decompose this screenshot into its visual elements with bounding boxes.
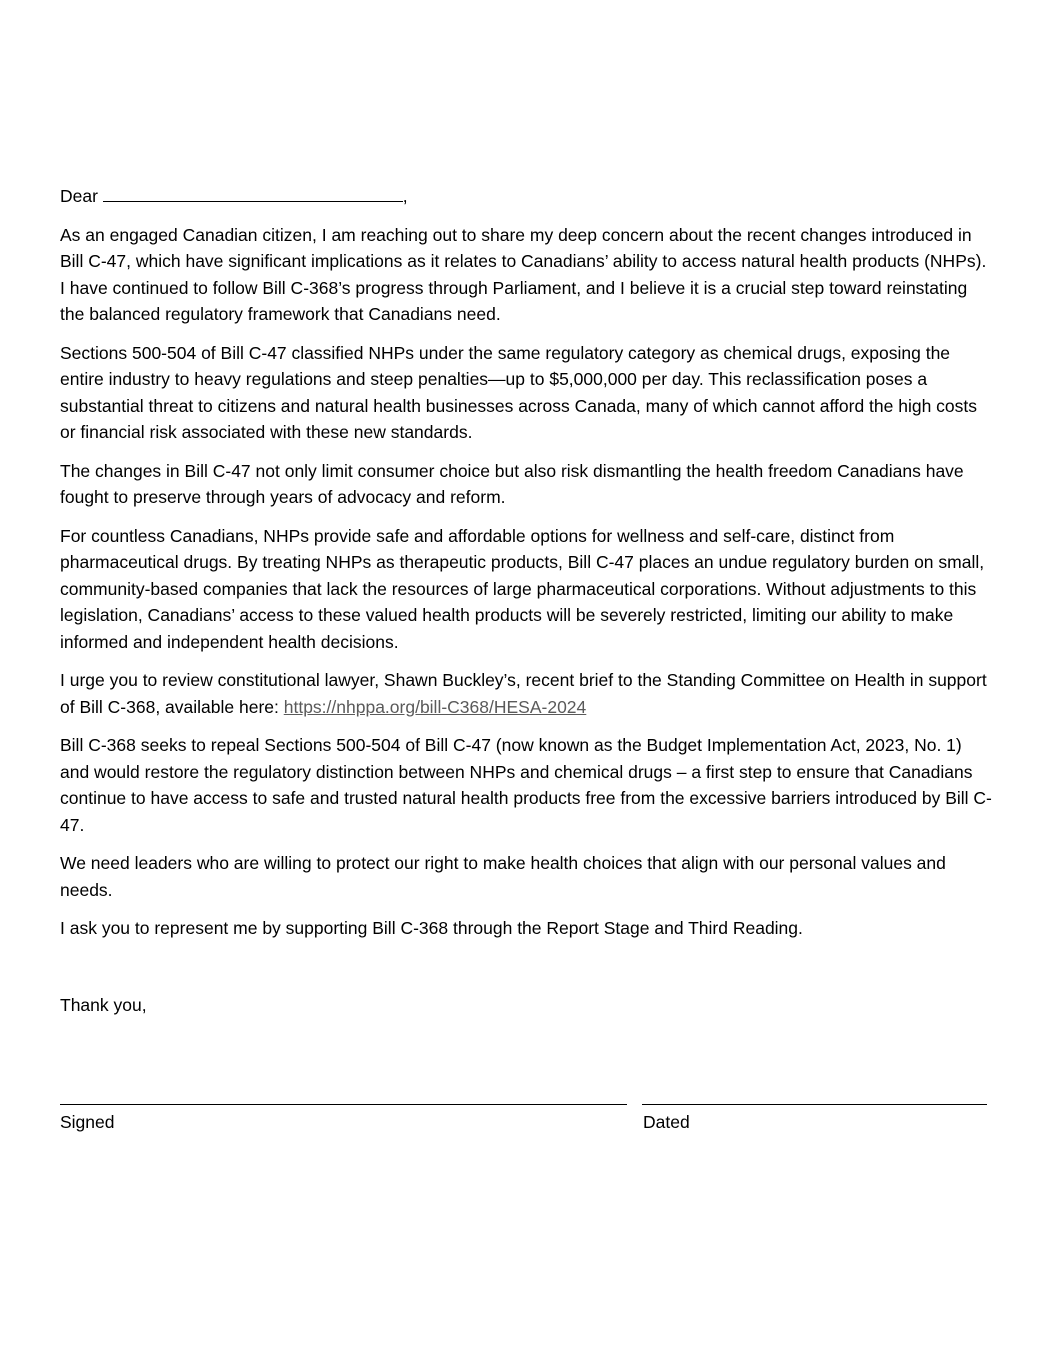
brief-link[interactable]: https://nhppa.org/bill-C368/HESA-2024 <box>283 696 587 717</box>
salutation-suffix: , <box>402 186 408 206</box>
paragraph-3: The changes in Bill C-47 not only limit consumer choice but also risk dismantling the health freedom Canadians have fought to preserve through years of advocacy and reform. <box>60 460 964 507</box>
letter-body <box>60 183 995 1030</box>
paragraph-8: I ask you to represent me by supporting Bill C-368 through the Report Stage and Third Reading. <box>60 918 803 938</box>
paragraph-4: For countless Canadians, NHPs provide safe and affordable options for wellness and self-care, distinct from pharmaceutical drugs. By treating NHPs as therapeutic products, Bill C-47 places an undue regulatory burden on small, community-based companies that lack the resources of large pharmaceutical corporations. Without adjustments to this legislation, Canadians’ access to these valued health products will be severely restricted, limiting our ability to make informed and independent health decisions. <box>60 525 985 652</box>
paragraph-6: Bill C-368 seeks to repeal Sections 500-504 of Bill C-47 (now known as the Budget Implementation Act, 2023, No. 1) and would restore the regulatory distinction between NHPs and chemical drugs – a first step to ensure that Canadians continue to have access to safe and trusted natural health products free from the excessive barriers introduced by Bill C-47. <box>60 735 992 835</box>
paragraph-1: As an engaged Canadian citizen, I am reaching out to share my deep concern about the recent changes introduced in Bill C-47, which have significant implications as it relates to Canadians’ ability to access natural health products (NHPs). I have continued to follow Bill C-368’s progress through Parliament, and I believe it is a crucial step toward reinstating the balanced regulatory framework that Canadians need. <box>60 224 987 324</box>
recipient-blank[interactable] <box>103 185 403 202</box>
salutation <box>60 183 995 210</box>
paragraph-5 <box>60 667 995 720</box>
signature-line[interactable] <box>60 1104 627 1105</box>
salutation-prefix: Dear <box>60 186 103 206</box>
signed-label: Signed <box>60 1112 115 1132</box>
date-line[interactable] <box>642 1104 987 1105</box>
paragraph-7: We need leaders who are willing to protect our right to make health choices that align with our personal values and needs. <box>60 853 946 900</box>
dated-label: Dated <box>643 1112 690 1132</box>
paragraph-2: Sections 500-504 of Bill C-47 classified NHPs under the same regulatory category as chemical drugs, exposing the entire industry to heavy regulations and steep penalties—up to $5,000,000 per day. This reclassification poses a substantial threat to citizens and natural health businesses across Canada, many of which cannot afford the high costs or financial risk associated with these new standards. <box>60 342 978 442</box>
urge-text: I urge you to review constitutional lawyer, Shawn Buckley’s, recent brief to the Standing Committee on Health in support of Bill C-368, available here: <box>60 670 987 717</box>
closing: Thank you, <box>60 994 147 1015</box>
